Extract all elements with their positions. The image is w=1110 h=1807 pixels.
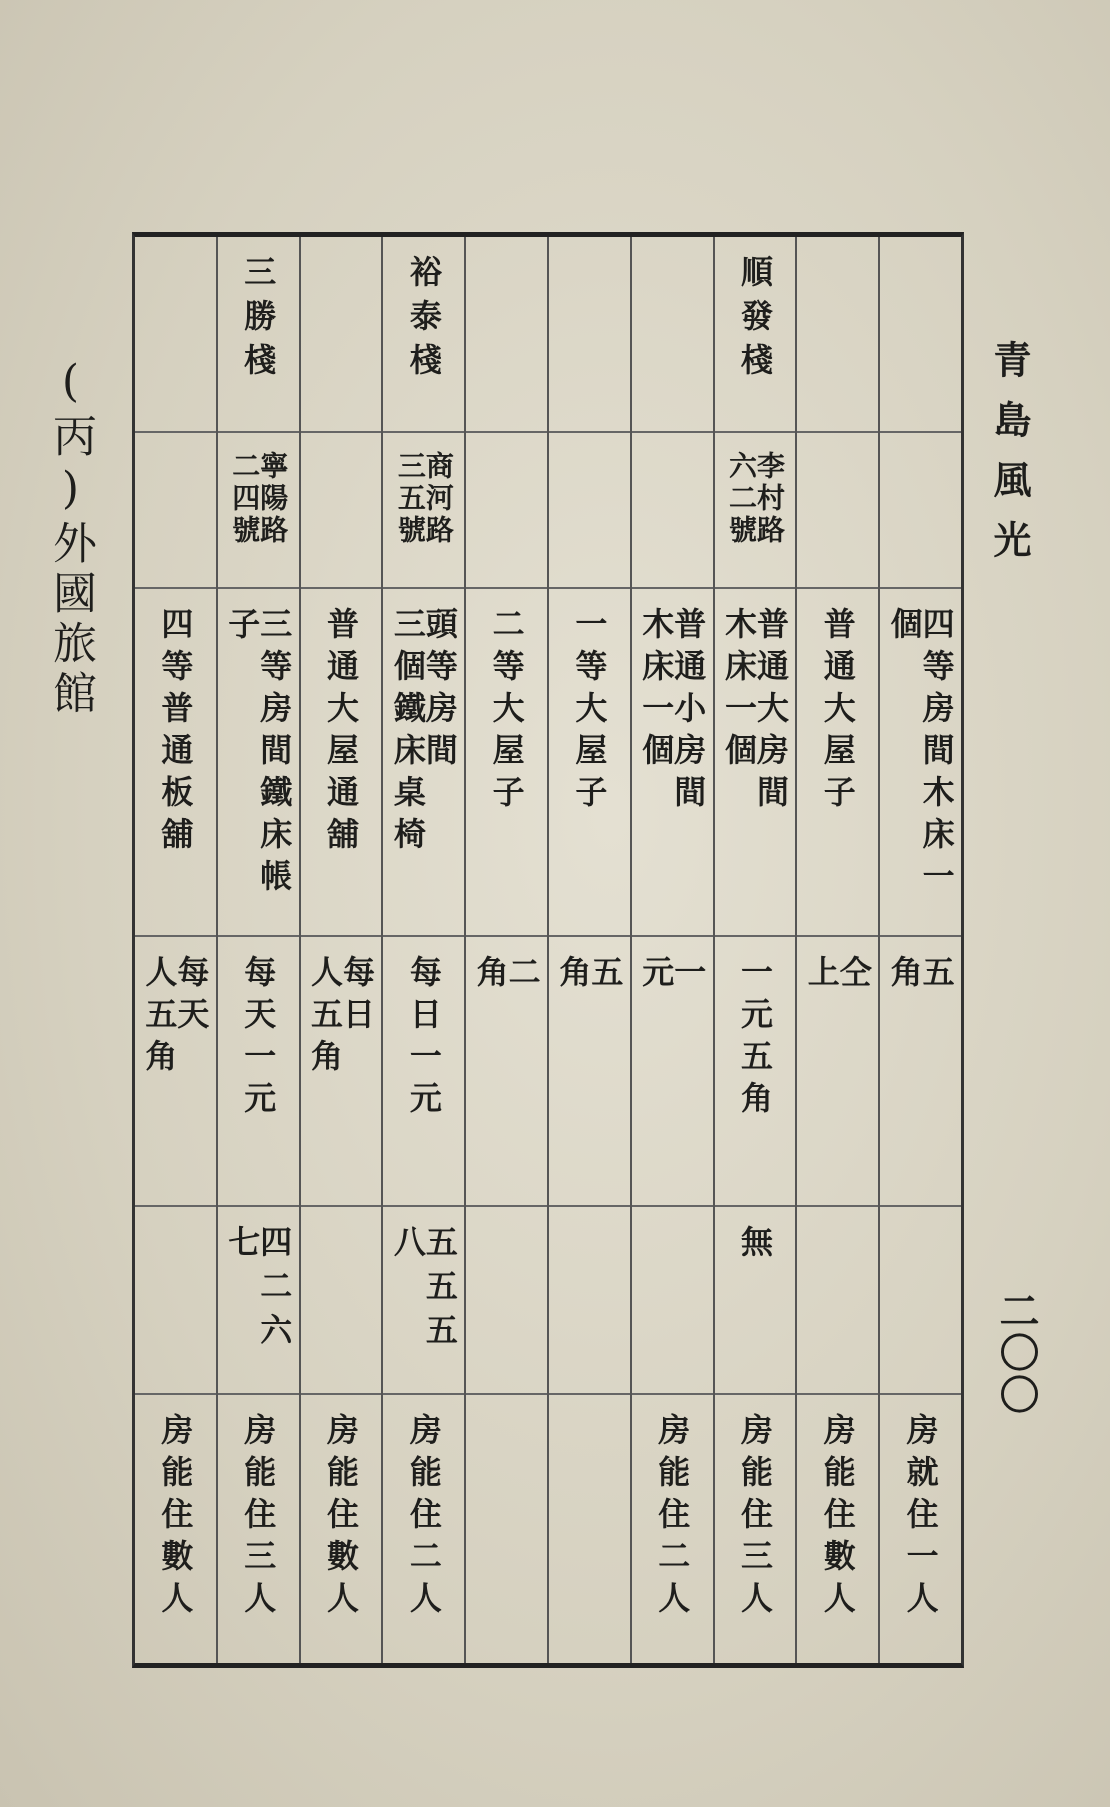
phone-number-cell — [383, 1207, 464, 1395]
room-price: 一元五角 — [736, 955, 774, 1123]
hotel-address: 李村路 — [753, 451, 786, 547]
room-price-cell — [715, 937, 796, 1207]
room-note: 房能住數人 — [818, 1413, 857, 1623]
room-price: 每日一元 — [404, 955, 443, 1123]
table-column — [135, 237, 216, 1663]
hotel-address: 三五號 — [393, 451, 427, 547]
room-type: 木床一個 — [637, 607, 676, 775]
hotel-address: 商河路 — [421, 451, 455, 547]
table-column — [795, 237, 878, 1663]
room-note-cell — [218, 1395, 299, 1663]
table-column — [381, 237, 464, 1663]
hotel-name-cell — [715, 237, 796, 433]
phone-number-cell — [715, 1207, 796, 1395]
room-type: 四等房間木床一個 — [885, 607, 956, 901]
room-price-cell — [632, 937, 713, 1207]
hotel-address: 二四號 — [228, 451, 262, 547]
hotel-address-cell — [549, 433, 630, 589]
room-type-cell — [301, 589, 382, 937]
phone-number-cell — [466, 1207, 547, 1395]
room-price: 元 — [637, 955, 676, 997]
room-type-cell — [549, 589, 630, 937]
room-price: 每日 — [338, 955, 377, 1039]
room-type-cell — [135, 589, 216, 937]
hotel-name-cell — [880, 237, 961, 433]
hotel-address-cell — [135, 433, 216, 589]
hotel-name-cell — [301, 237, 382, 433]
table-column — [878, 237, 961, 1663]
hotel-address-cell — [301, 433, 382, 589]
room-price: 一 — [669, 955, 708, 997]
phone-number-cell — [301, 1207, 382, 1395]
hotel-address-cell — [797, 433, 878, 589]
hotel-name-cell — [632, 237, 713, 433]
hotel-name-cell — [218, 237, 299, 433]
room-note: 房能住二人 — [404, 1413, 443, 1623]
hotel-name: 裕泰棧 — [404, 255, 443, 387]
room-type: 普通大房間 — [752, 607, 790, 817]
room-note: 房能住數人 — [156, 1413, 195, 1623]
room-type: 木床一個 — [720, 607, 758, 775]
hotel-table — [132, 232, 964, 1668]
phone-number-cell — [797, 1207, 878, 1395]
room-price: 二 — [503, 955, 542, 997]
room-price-cell — [466, 937, 547, 1207]
room-price-cell — [549, 937, 630, 1207]
room-note: 房能住數人 — [322, 1413, 361, 1623]
room-price: 每天一元 — [239, 955, 278, 1123]
phone-number-cell — [135, 1207, 216, 1395]
room-price-cell — [797, 937, 878, 1207]
room-type-cell — [797, 589, 878, 937]
room-note-cell — [632, 1395, 713, 1663]
hotel-address: 六二號 — [725, 451, 758, 547]
section-title: (丙)外國旅館 — [45, 356, 96, 720]
room-type: 普通大屋通舖 — [322, 607, 361, 859]
room-price: 角 — [554, 955, 593, 997]
room-type-cell — [218, 589, 299, 937]
room-price-cell — [135, 937, 216, 1207]
hotel-address-cell — [218, 433, 299, 589]
room-note-cell — [880, 1395, 961, 1663]
room-note-cell — [549, 1395, 630, 1663]
room-note-cell — [466, 1395, 547, 1663]
room-price: 角 — [471, 955, 510, 997]
room-price: 五 — [586, 955, 625, 997]
room-type: 三個鐵床桌椅 — [388, 607, 427, 859]
phone-number: 四二六七 — [223, 1225, 294, 1357]
room-type-cell — [383, 589, 464, 937]
room-note: 房能住三人 — [239, 1413, 278, 1623]
table-column — [630, 237, 713, 1663]
hotel-address-cell — [466, 433, 547, 589]
room-price-cell — [301, 937, 382, 1207]
room-price: 角 — [885, 955, 924, 997]
hotel-name: 三勝棧 — [239, 255, 278, 387]
hotel-name-cell — [549, 237, 630, 433]
room-price-cell — [218, 937, 299, 1207]
table-column — [464, 237, 547, 1663]
room-price: 仝 — [834, 955, 873, 997]
room-price: 人五角 — [306, 955, 345, 1081]
room-type: 普通大屋子 — [818, 607, 857, 817]
room-type: 普通小房間 — [669, 607, 708, 817]
room-type: 頭等房間 — [420, 607, 459, 775]
phone-number: 無 — [736, 1225, 774, 1269]
table-column — [299, 237, 382, 1663]
hotel-address-cell — [715, 433, 796, 589]
table-column — [216, 237, 299, 1663]
phone-number-cell — [880, 1207, 961, 1395]
room-price-cell — [383, 937, 464, 1207]
room-price: 五 — [917, 955, 956, 997]
table-column — [713, 237, 796, 1663]
room-type: 四等普通板舖 — [156, 607, 195, 859]
room-note-cell — [383, 1395, 464, 1663]
room-price: 上 — [802, 955, 841, 997]
room-note: 房能住二人 — [653, 1413, 692, 1623]
hotel-name-cell — [466, 237, 547, 433]
running-title: 青島風光 — [987, 340, 1032, 580]
room-price: 每天 — [172, 955, 211, 1039]
room-type-cell — [880, 589, 961, 937]
room-price-cell — [880, 937, 961, 1207]
room-note-cell — [715, 1395, 796, 1663]
hotel-address-cell — [632, 433, 713, 589]
hotel-name-cell — [383, 237, 464, 433]
hotel-name: 順發棧 — [736, 255, 774, 387]
room-type: 三等房間鐵床帳子 — [223, 607, 294, 901]
hotel-name-cell — [135, 237, 216, 433]
room-note-cell — [301, 1395, 382, 1663]
room-note: 房能住三人 — [736, 1413, 774, 1623]
table-column — [547, 237, 630, 1663]
hotel-address: 寧陽路 — [256, 451, 290, 547]
page-number: 二〇〇 — [993, 1290, 1040, 1416]
phone-number: 五五五八 — [388, 1225, 459, 1357]
room-price: 人五角 — [140, 955, 179, 1081]
hotel-address-cell — [383, 433, 464, 589]
phone-number-cell — [632, 1207, 713, 1395]
phone-number-cell — [218, 1207, 299, 1395]
hotel-name-cell — [797, 237, 878, 433]
room-type-cell — [466, 589, 547, 937]
room-type-cell — [715, 589, 796, 937]
room-type-cell — [632, 589, 713, 937]
room-note: 房就住一人 — [901, 1413, 940, 1623]
hotel-address-cell — [880, 433, 961, 589]
room-type: 二等大屋子 — [487, 607, 526, 817]
phone-number-cell — [549, 1207, 630, 1395]
room-type: 一等大屋子 — [570, 607, 609, 817]
room-note-cell — [797, 1395, 878, 1663]
room-note-cell — [135, 1395, 216, 1663]
